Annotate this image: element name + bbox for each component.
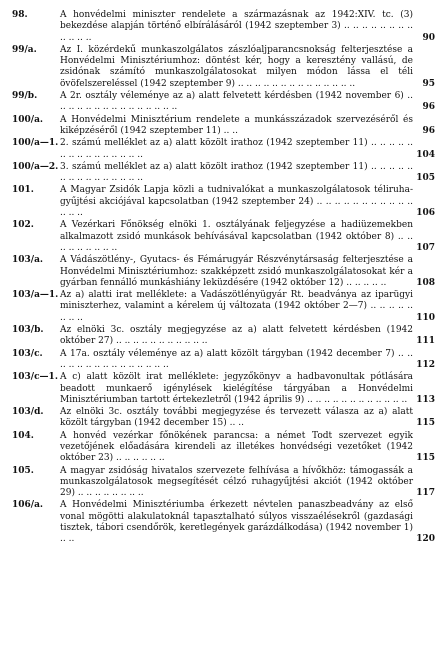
page-number: 104: [416, 149, 435, 160]
toc-entry: [12, 138, 435, 161]
page-number: 115: [416, 418, 435, 429]
toc-entry: [12, 372, 435, 406]
entry-text: Az a) alatti irat melléklete: a Vadászötlényügyár Rt. beadványa az iparügyi miniszterhez, valamint a kérelem új változata (1942 október 2—7) .. .. .. .. .. .. .. ..: [60, 290, 413, 323]
entry-number: 103/c—1.: [12, 372, 58, 383]
entry-number: 99/b.: [12, 91, 38, 102]
entry-number: 103/d.: [12, 407, 44, 418]
entry-number: 106/a.: [12, 500, 44, 511]
page-number: 95: [422, 78, 435, 89]
entry-number: 103/c.: [12, 348, 43, 359]
entry-number: 103/a—1.: [12, 290, 59, 301]
entry-text: 3. számú melléklet az a) alatt közölt irathoz (1942 szeptember 11) .. .. .. .. .. .. .. .. .. .. .. .. .. .. ..: [60, 161, 413, 184]
page-number: 105: [416, 173, 435, 184]
entry-text: A Vezérkari Főnökség elnöki 1. osztályának feljegyzése a hadiüzemekben alkalmazott zsidó munkások behívásával kapcsolatban (1942 október 8) .. .. .. .. .. .. .. .. ..: [60, 220, 413, 253]
entry-text: A honvéd vezérkar főnökének parancsa: a német Todt szervezet egyik vezetőjének előadására kirendeli az illetékes honvédségi vezetőket (1942 október 23) .. .. .. .. .. ..: [60, 430, 413, 464]
entry-number: 100/a.: [12, 114, 44, 125]
entry-number: 98.: [12, 10, 28, 20]
entry-text: Az I. közérdekű munkaszolgálatos zászlóaljparancsnokság felterjesztése a Honvédelmi Minisztériumhoz: döntést kér, hogy a keresztény vallású, de zsidónak számító munkaszolgálatosokat milyen módon lássa el téli övöfelszereléssel (1942 szeptember 9) .. .. .. .. .. .. .. .. .. .. .. .. .. ..: [60, 44, 413, 89]
page-number: 107: [416, 242, 435, 253]
entry-number: 101.: [12, 185, 34, 196]
entry-number: 104.: [12, 430, 34, 441]
toc-entry: [12, 10, 435, 44]
entry-number: 99/a.: [12, 44, 37, 55]
toc-entry: [12, 45, 435, 90]
entry-text: A magyar zsidóság hivatalos szervezete felhívása a hívőkhöz: támogassák a munkaszolgálatosok megsegítését célzó ruhagyűjtési akciót (1942 október 29) .. .. .. .. .. .. .. ..: [60, 465, 413, 499]
entry-number: 103/b.: [12, 325, 44, 336]
page-number: 115: [416, 453, 435, 464]
entry-number: 102.: [12, 220, 34, 231]
entry-text: A honvédelmi miniszter rendelete a származásnak az 1942:XIV. tc. (3) bekezdése alapján történő elbírálásáról (1942 szeptember 3) .. .. .. .. .. .. .. .. .. .. .. ..: [60, 10, 413, 43]
page-number: 106: [416, 208, 435, 219]
entry-text: Az elnöki 3c. osztály további megjegyzése és tervezett válasza az a) alatt közölt tárgyban (1942 december 15) .. ..: [60, 407, 413, 429]
page-number: 96: [422, 125, 435, 136]
entry-number: 100/a—1.: [12, 138, 59, 149]
toc-entry: [12, 290, 435, 324]
toc-entry: [12, 349, 435, 372]
entry-number: 103/a.: [12, 255, 44, 266]
entry-text: A 2r. osztály véleménye az a) alatt felvetett kérdésben (1942 november 6) .. .. .. .. .. .. .. .. .. .. .. .. .. .. ..: [60, 91, 413, 113]
entry-number: 105.: [12, 465, 34, 476]
page-number: 111: [416, 336, 435, 347]
page-number: 108: [416, 277, 435, 288]
page-number: 90: [422, 32, 435, 43]
toc-entry: [12, 466, 435, 500]
toc-entry: [12, 255, 435, 289]
page-number: 120: [416, 534, 435, 545]
entry-text: A Magyar Zsidók Lapja közli a tudnivalókat a munkaszolgálatosok téliruha-gyűjtési akciójával kapcsolatban (1942 szeptember 24) .. .. .. .. .. .. .. .. .. .. .. .. .. ..: [60, 185, 413, 219]
page-number: 113: [416, 394, 435, 405]
toc-entry: [12, 500, 435, 545]
entry-text: 2. számú melléklet az a) alatt közölt irathoz (1942 szeptember 11) .. .. .. .. .. .. .. .. .. .. .. .. .. .. ..: [60, 138, 413, 160]
page-number: 96: [422, 102, 435, 113]
toc-entry: [12, 162, 435, 185]
toc-entry: [12, 325, 435, 348]
entry-text: A Honvédelmi Minisztérium rendelete a munkásszázadok szervezéséről és kiképzéséről (1942 szeptember 11) .. ..: [60, 114, 413, 136]
entry-text: Az elnöki 3c. osztály megjegyzése az a) alatt felvetett kérdésben (1942 október 27) .. .. .. .. .. .. .. .. .. .. ..: [60, 325, 413, 347]
page-number: 112: [416, 359, 435, 370]
toc-entry: [12, 431, 435, 465]
toc-entry: [12, 407, 435, 430]
entry-text: A 17a. osztály véleménye az a) alatt közölt tárgyban (1942 december 7) .. .. .. .. .. .. .. .. .. .. .. .. .. .. ..: [60, 348, 413, 370]
toc-entry: [12, 185, 435, 219]
page-number: 117: [416, 488, 435, 499]
page-number: 110: [416, 312, 435, 323]
toc-entry: [12, 220, 435, 254]
entry-text: A c) alatt közölt irat melléklete: jegyzőkönyv a hadbavonultak pótlására beadott munkaerő igénylések kielégítése tárgyában a Honvédelmi Minisztériumban tartott értekezletről (1942 április 9) .. .. .. .. .. .. .. .. .. .. .. ..: [60, 372, 413, 405]
entry-number: 100/a—2.: [12, 161, 59, 172]
entry-text: A Honvédelmi Minisztériumba érkezett névtelen panaszbeadvány az első vonal mögötti alakulatoknál tapasztalható súlyos visszaélésekről (gazdasági tisztek, tábori csendőrök, keretlegények garázdálkodása) (1942 november 1) .. ..: [60, 500, 413, 545]
toc-entry: [12, 115, 435, 138]
toc-entry: [12, 91, 435, 114]
entry-text: A Vádászötlény-, Gyutacs- és Fémárugyár Részvénytársaság felterjesztése a Honvédelmi Minisztériumhoz: szakképzett zsidó munkaszolgálatosokat kér a gyárban fennálló munkáshiány leküzdésére (1942 október 12) .. .. .. .. ..: [60, 255, 413, 288]
